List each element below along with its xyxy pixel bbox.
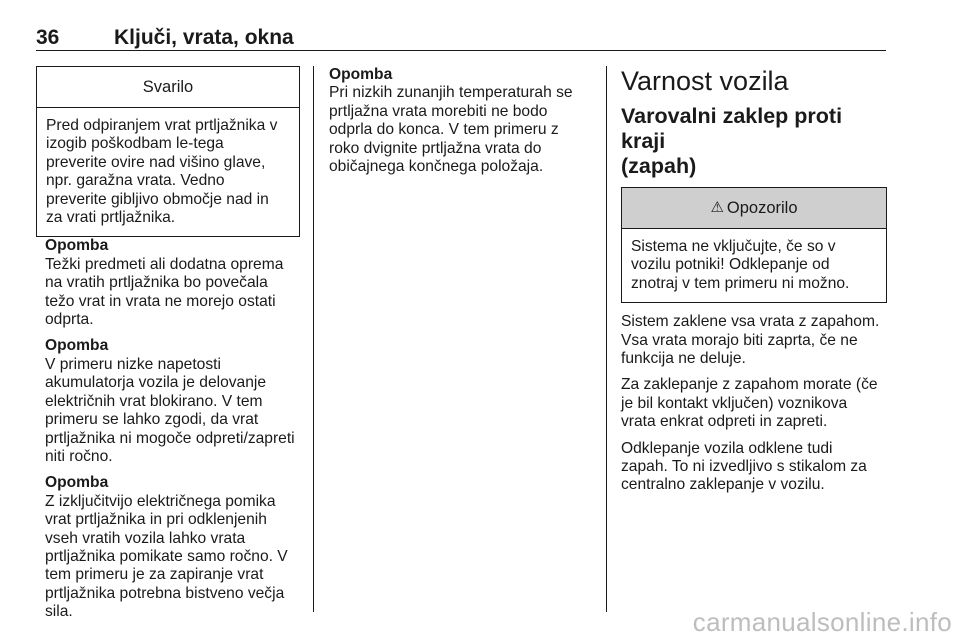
column-divider-left [313,66,314,612]
text-line: za vrati prtljažnika. [46,209,176,227]
warning-box [621,187,887,303]
text-line: vrata enkrat odpreti in zapreti. [621,413,828,431]
note-title: Opomba [45,474,109,492]
text-line: običajnega končnega položaja. [329,158,544,176]
text-line: izogib poškodbam le-tega [46,135,224,153]
note-title: Opomba [45,337,109,355]
text-line: npr. garažna vrata. Vedno [46,172,225,190]
paragraph [621,376,887,431]
text-line: na vratih prtljažnika bo povečala [45,274,268,292]
caution-box [36,66,300,237]
note-low-voltage [45,337,300,466]
warning-box-body [622,229,886,302]
text-line: Sistema ne vključujte, če so v [631,238,836,255]
note-title: Opomba [329,66,393,83]
text-line: prtljažnika ni mogoče odpreti/zapreti [45,429,295,447]
text-line: V primeru nizke napetosti [45,355,221,373]
text-line: akumulatorja vozila je delovanje [45,374,267,392]
text-line: zapah. To ni izvedljivo s stikalom za [621,458,867,476]
text-line: centralno zaklepanje v vozilu. [621,476,825,494]
text-line: prtljažnika pomikate samo ročno. V [45,547,288,565]
header-rule [36,50,886,51]
page-number: 36 [36,26,60,49]
section-title: Varnost vozila [621,66,789,96]
text-line: težo vrat in vrata ne morejo ostati [45,292,276,310]
column-right [621,66,887,503]
column-middle [329,66,591,184]
subsection-title-line: (zapah) [621,154,697,178]
text-line: Sistem zaklene vsa vrata z zapahom. [621,313,880,331]
text-line: preverite gibljivo območje nad in [46,190,269,208]
text-line: sila. [45,603,73,621]
paragraph [621,313,887,368]
warning-box-header [622,188,886,229]
caution-box-title: Svarilo [37,67,299,108]
subsection-title [621,104,887,179]
text-line: tem primeru je za zapiranje vrat [45,566,264,584]
text-line: znotraj v tem primeru ni možno. [631,274,850,292]
column-left [36,66,300,630]
text-line: Odklepanje vozila odklene tudi [621,439,833,457]
note-manual-operation [45,474,300,621]
text-line: funkcija ne deluje. [621,350,746,368]
page-title: Ključi, vrata, okna [114,26,294,49]
text-line: vrat prtljažnika in pri odklenjenih [45,511,267,529]
text-line: odprla do konca. V tem primeru z [329,121,559,139]
text-line: Z izključitvijo električnega pomika [45,492,276,510]
note-title: Opomba [45,237,109,255]
column-divider-right [606,66,607,612]
subsection-title-line: Varovalni zaklep proti kraji [621,104,843,153]
note-low-temperature [329,66,591,176]
paragraph [621,440,887,495]
text-line: Vsa vrata morajo biti zaprta, če ne [621,331,858,349]
warning-box-title: Opozorilo [726,198,798,217]
text-line: je bil kontakt vključen) voznikova [621,394,848,412]
text-line: vozilu potniki! Odklepanje od [631,256,830,274]
text-line: niti ročno. [45,447,113,465]
note-heavy-items [45,237,300,329]
text-line: roko dvignite prtljažna vrata do [329,139,542,157]
text-line: preverite ovire nad višino glave, [46,153,266,171]
text-line: Za zaklepanje z zapahom morate (če [621,376,878,394]
text-line: odprta. [45,311,94,329]
warning-triangle-icon: ⚠ [710,198,724,216]
text-line: primeru se lahko zgodi, da vrat [45,411,259,429]
text-line: Težki predmeti ali dodatna oprema [45,255,284,273]
text-line: prtljažna vrata morebiti ne bodo [329,102,548,120]
watermark: carmanualsonline.info [692,607,952,637]
text-line: Pred odpiranjem vrat prtljažnika v [46,117,278,134]
text-line: vseh vratih vozila lahko vrata [45,529,246,547]
caution-box-body [37,108,299,236]
text-line: Pri nizkih zunanjih temperaturah se [329,84,573,102]
text-line: električnih vrat blokirano. V tem [45,392,263,410]
text-line: prtljažnika potrebna bistveno večja [45,584,285,602]
